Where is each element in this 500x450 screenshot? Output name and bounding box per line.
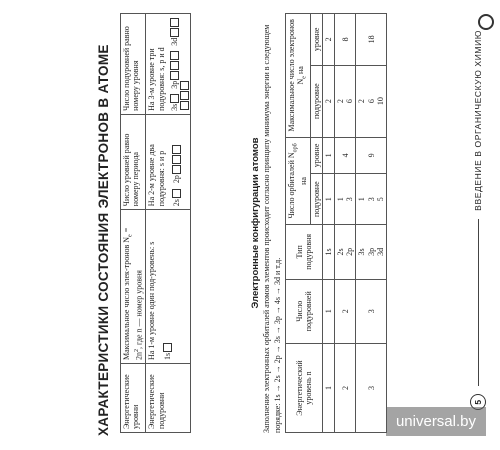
watermark: universal.by [386, 407, 486, 436]
sublevels-count-cell: Число подуровней равно номеру уровня [121, 14, 146, 115]
level3-cell [146, 14, 191, 115]
col-count: Число подуровней [286, 279, 323, 343]
table-cell-t: 1s [322, 225, 334, 279]
col-orbitals: Число орбиталей $N_{орб}$ на [286, 137, 311, 225]
table-cell-n: 1 [322, 343, 334, 432]
orbital-box [180, 81, 189, 90]
col-orb-lvl: уровне [310, 137, 322, 174]
footer-text: ВВЕДЕНИЕ В ОРГАНИЧЕСКУЮ ХИМИЮ [473, 30, 483, 211]
level1-cell [146, 210, 191, 364]
page-title: ХАРАКТЕРИСТИКИ СОСТОЯНИЯ ЭЛЕКТРОНОВ В АТОМЕ [96, 44, 111, 436]
orbital-box [170, 28, 179, 37]
orbital-box [170, 18, 179, 27]
cell-text: На 3-м уровне три подуровня: s, p и d [147, 47, 166, 111]
cell-text: Максимальное число элек-тронов N [122, 236, 131, 360]
page-footer [470, 30, 486, 410]
max-electrons-cell: Максимальное число элек-тронов $N_e = 2n^2$, где n — номер уровня [121, 210, 146, 364]
orbital-box [180, 101, 189, 110]
orbital-label: 2s [171, 199, 181, 207]
table-row [146, 14, 191, 433]
table-cell-os: 1 3 5 [356, 174, 387, 225]
table-row [322, 14, 334, 433]
header-text: Число орбиталей N [287, 152, 296, 219]
level2-cell [146, 114, 191, 209]
col-orb-sub: подуровне [310, 174, 322, 225]
section-heading: Электронные конфигурации атомов [250, 137, 261, 309]
page-corner-icon [478, 14, 494, 30]
table-cell-es: 2 [322, 65, 334, 137]
row-head-levels: Энергетические уровни [121, 364, 146, 433]
table-cell-el: 8 [335, 14, 356, 66]
orbital-label: 2p [171, 175, 181, 184]
footer-divider [478, 219, 479, 386]
table-cell-es: 2 6 10 [356, 65, 387, 137]
table-row [356, 14, 387, 433]
orbital-box [163, 343, 172, 352]
cell-text: На 1-м уровне один под-уровень: s [147, 241, 157, 360]
table-cell-t: 2s 2p [335, 225, 356, 279]
orbital-box [172, 155, 181, 164]
table-cell-c: 1 [322, 279, 334, 343]
table-cell-os: 1 [322, 174, 334, 225]
configuration-table [285, 13, 387, 433]
col-electrons: Максимальное число электронов $N_e$ на [286, 14, 311, 138]
table-cell-ol: 1 [322, 137, 334, 174]
orbital-box [170, 51, 179, 60]
row-head-sublevels: Энергетические подуровни [146, 364, 191, 433]
orbital-label: 3s [169, 103, 179, 111]
table-cell-n: 3 [356, 343, 387, 432]
orbital-box [172, 189, 181, 198]
page-number: 5 [470, 394, 486, 410]
table-row [121, 14, 146, 433]
col-type: Тип подуровня [286, 225, 323, 279]
table-cell-el: 18 [356, 14, 387, 66]
col-level: Энергетический уровень n [286, 343, 323, 432]
orbital-box [180, 91, 189, 100]
table-cell-os: 1 3 [335, 174, 356, 225]
cell-text: , где n — номер уровня [135, 270, 145, 349]
table-cell-es: 2 6 [335, 65, 356, 137]
orbital-label: 1s [162, 352, 172, 360]
table-cell-c: 3 [356, 279, 387, 343]
header-text: Максимальное число электронов N [287, 19, 306, 132]
orbital-box [170, 94, 179, 103]
characteristics-table [120, 13, 191, 433]
orbital-box [172, 145, 181, 154]
orbital-box [172, 165, 181, 174]
table-cell-t: 3s 3p 3d [356, 225, 387, 279]
orbital-label: 3d [169, 37, 179, 46]
orbital-box [170, 71, 179, 80]
orbital-box [170, 61, 179, 70]
levels-period-cell: Число уровней равно номеру периода [121, 114, 146, 209]
intro-paragraph: Заполнение электронных орбиталей атомов элементов происходит согласно принципу минимума энергии в следующем порядке: 1s → 2s → 2p → 3s → 3p → 4s → 3d и т.д. [262, 24, 282, 433]
table-cell-ol: 4 [335, 137, 356, 174]
orbital-label: 3p [169, 80, 179, 89]
table-cell-el: 2 [322, 14, 334, 66]
col-el-sub: подуровне [310, 65, 322, 137]
table-row [335, 14, 356, 433]
col-el-lvl: уровне [310, 14, 322, 66]
table-header-row [286, 14, 311, 433]
table-cell-ol: 9 [356, 137, 387, 174]
table-cell-n: 2 [335, 343, 356, 432]
table-cell-c: 2 [335, 279, 356, 343]
cell-text: = 2n [122, 227, 145, 360]
cell-text: На 2-м уровне два подуровня: s и p [147, 144, 166, 207]
